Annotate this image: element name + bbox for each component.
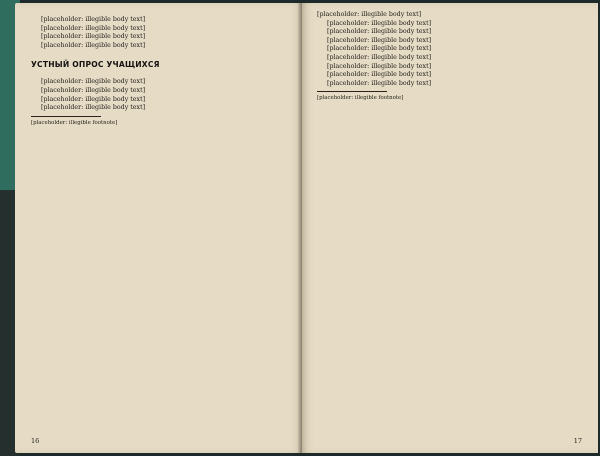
right-paragraph-5: [placeholder: illegible body text] <box>327 45 432 53</box>
right-paragraph-2: [placeholder: illegible body text] <box>327 19 432 27</box>
left-page <box>15 3 302 453</box>
right-paragraph-3: [placeholder: illegible body text] <box>327 28 432 36</box>
left-paragraph-3: [placeholder: illegible body text] <box>41 33 146 41</box>
page-number-left: 16 <box>31 437 40 445</box>
right-paragraph-4: [placeholder: illegible body text] <box>327 36 432 44</box>
right-paragraph-1: [placeholder: illegible body text] <box>317 11 422 18</box>
page-number-right: 17 <box>573 437 582 445</box>
left-paragraph-2: [placeholder: illegible body text] <box>41 24 146 32</box>
left-footnote: [placeholder: illegible footnote] <box>31 119 118 126</box>
footnote-rule <box>31 116 101 117</box>
right-page <box>302 3 598 453</box>
left-paragraph-4: [placeholder: illegible body text] <box>41 41 146 49</box>
right-paragraph-6: [placeholder: illegible body text] <box>327 53 432 61</box>
left-paragraph-6: [placeholder: illegible body text] <box>41 86 146 94</box>
left-paragraph-5: [placeholder: illegible body text] <box>41 78 146 86</box>
footnote-rule-right <box>317 91 387 92</box>
left-paragraph-8: [placeholder: illegible body text] <box>41 104 146 112</box>
right-paragraph-7: [placeholder: illegible body text] <box>327 62 432 70</box>
section-heading: УСТНЫЙ ОПРОС УЧАЩИХСЯ <box>31 60 160 70</box>
right-paragraph-8: [placeholder: illegible body text] <box>327 71 432 79</box>
right-footnote: [placeholder: illegible footnote] <box>317 95 404 102</box>
left-paragraph-7: [placeholder: illegible body text] <box>41 95 146 103</box>
right-paragraph-9: [placeholder: illegible body text] <box>327 79 432 87</box>
left-paragraph-1: [placeholder: illegible body text] <box>41 16 146 23</box>
